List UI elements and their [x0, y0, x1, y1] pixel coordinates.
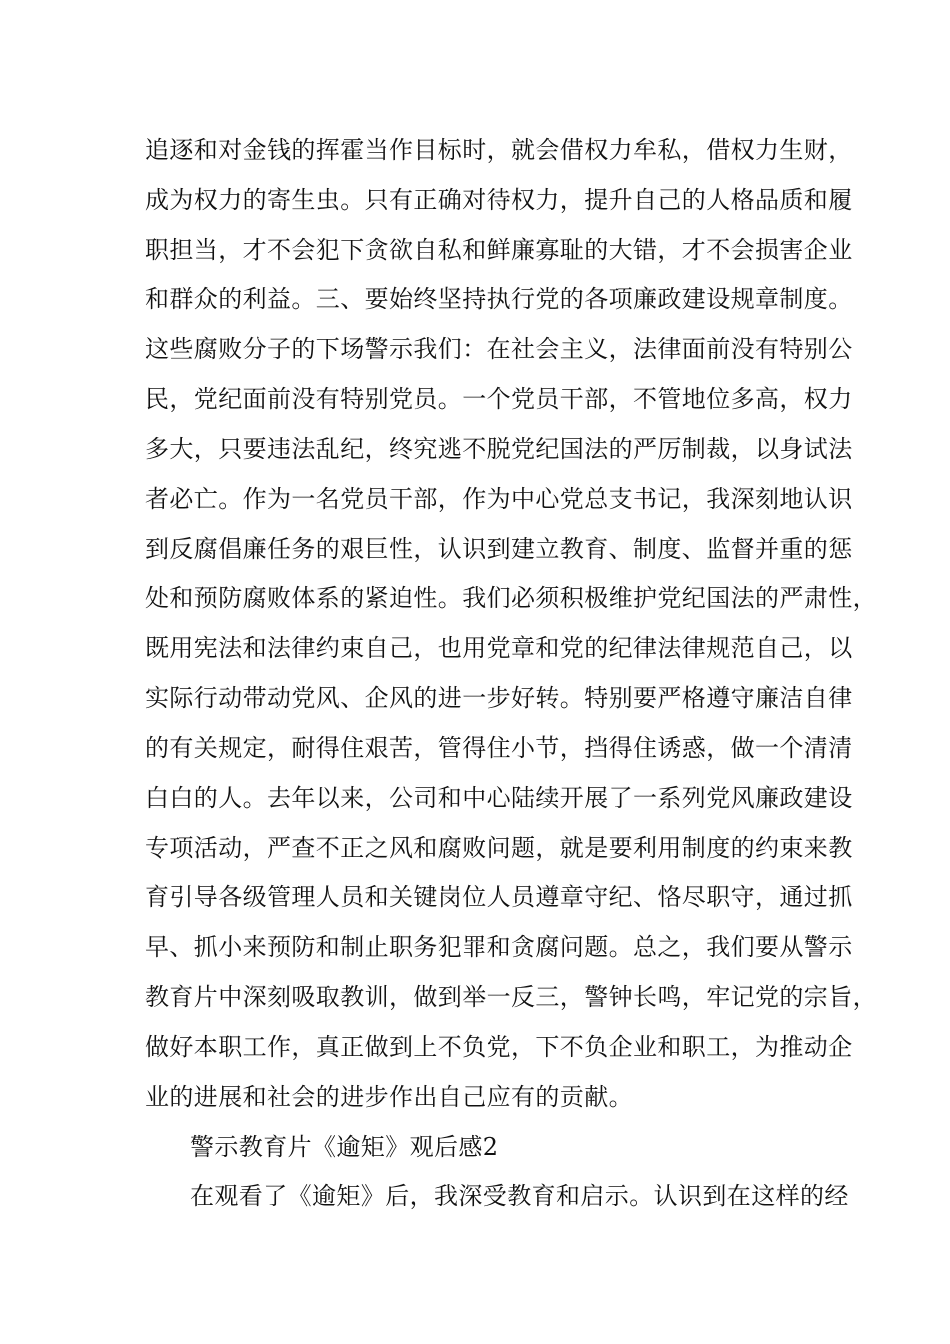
section-heading: 警示教育片《逾矩》观后感2: [190, 1133, 499, 1161]
text-line: 白白的人。去年以来，公司和中心陆续开展了一系列党风廉政建设: [145, 784, 853, 812]
paragraph-start: 在观看了《逾矩》后，我深受教育和启示。认识到在这样的经: [190, 1182, 849, 1210]
text-line: 和群众的利益。三、要始终坚持执行党的各项廉政建设规章制度。: [145, 285, 853, 313]
text-line: 育引导各级管理人员和关键岗位人员遵章守纪、恪尽职守，通过抓: [145, 883, 853, 911]
text-line: 到反腐倡廉任务的艰巨性，认识到建立教育、制度、监督并重的惩: [145, 535, 853, 563]
text-line: 多大，只要违法乱纪，终究逃不脱党纪国法的严厉制裁，以身试法: [145, 435, 853, 463]
text-line: 的有关规定，耐得住艰苦，管得住小节，挡得住诱惑，做一个清清: [145, 734, 853, 762]
text-line: 处和预防腐败体系的紧迫性。我们必须积极维护党纪国法的严肃性，: [145, 584, 877, 612]
text-line: 者必亡。作为一名党员干部，作为中心党总支书记，我深刻地认识: [145, 485, 853, 513]
text-line: 早、抓小来预防和制止职务犯罪和贪腐问题。总之，我们要从警示: [145, 933, 853, 961]
text-line: 专项活动，严查不正之风和腐败问题，就是要利用制度的约束来教: [145, 834, 853, 862]
text-line: 教育片中深刻吸取教训，做到举一反三，警钟长鸣，牢记党的宗旨，: [145, 983, 877, 1011]
text-line: 职担当，才不会犯下贪欲自私和鲜廉寡耻的大错，才不会损害企业: [145, 236, 853, 264]
text-line: 实际行动带动党风、企风的进一步好转。特别要严格遵守廉洁自律: [145, 684, 853, 712]
text-line: 成为权力的寄生虫。只有正确对待权力，提升自己的人格品质和履: [145, 186, 853, 214]
text-line: 民，党纪面前没有特别党员。一个党员干部，不管地位多高，权力: [145, 385, 853, 413]
text-line: 追逐和对金钱的挥霍当作目标时，就会借权力牟私，借权力生财，: [145, 136, 853, 164]
text-line: 做好本职工作，真正做到上不负党，下不负企业和职工，为推动企: [145, 1033, 853, 1061]
text-line: 业的进展和社会的进步作出自己应有的贡献。: [145, 1083, 633, 1111]
text-line: 这些腐败分子的下场警示我们：在社会主义，法律面前没有特别公: [145, 335, 853, 363]
text-line: 既用宪法和法律约束自己，也用党章和党的纪律法律规范自己，以: [145, 634, 853, 662]
